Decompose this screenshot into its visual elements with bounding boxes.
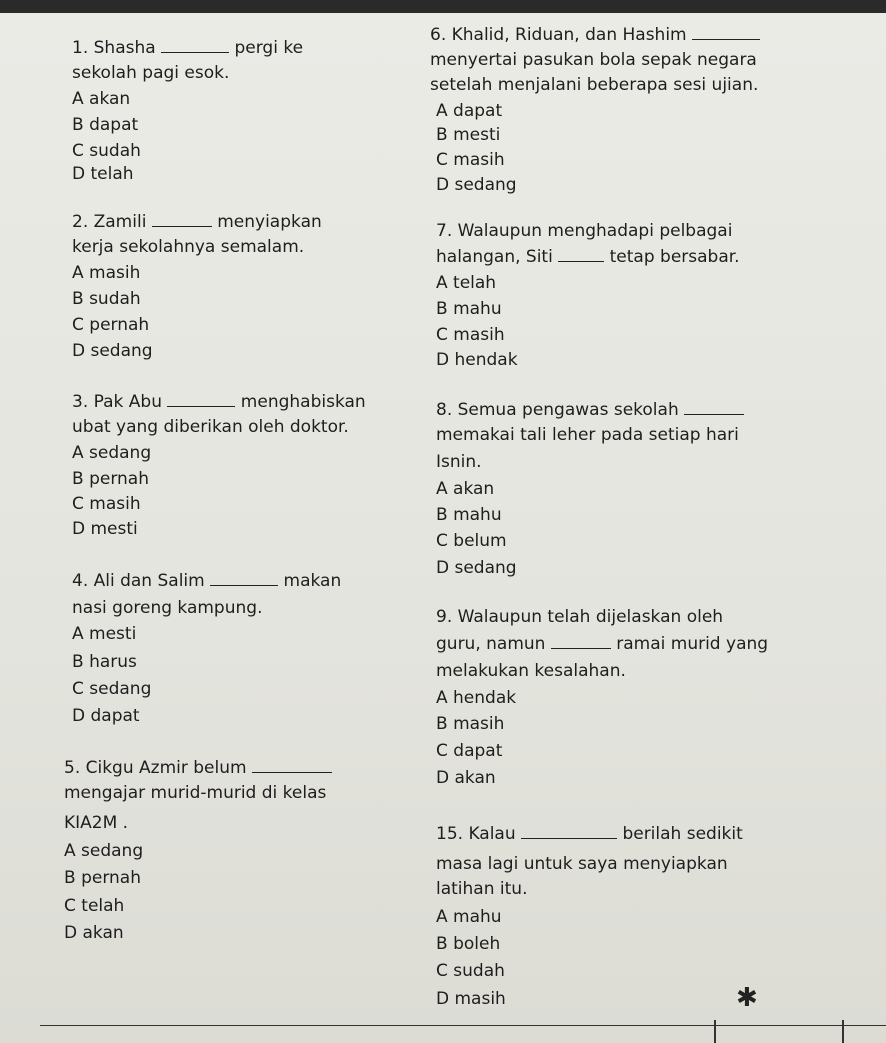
q3-option-c: C masih bbox=[72, 494, 141, 514]
q5-option-a: A sedang bbox=[64, 841, 144, 861]
q1-stem-line2: sekolah pagi esok. bbox=[72, 63, 230, 83]
q7-option-d: D hendak bbox=[436, 350, 518, 370]
q3-option-b: B pernah bbox=[72, 469, 149, 489]
q7-option-b: B mahu bbox=[436, 299, 502, 319]
q9-option-c: C dapat bbox=[436, 741, 503, 761]
q5-option-d: D akan bbox=[64, 923, 124, 943]
q2-option-d: D sedang bbox=[72, 341, 153, 361]
answer-blank bbox=[252, 758, 332, 773]
q15-stem-line2: masa lagi untuk saya menyiapkan bbox=[436, 854, 728, 874]
q4-stem-line1: 4. Ali dan Salim makan bbox=[72, 571, 342, 591]
q1-option-b: B dapat bbox=[72, 115, 139, 135]
ruler-tick bbox=[842, 1020, 844, 1043]
answer-blank bbox=[558, 247, 604, 262]
answer-blank bbox=[692, 25, 760, 40]
q8-option-d: D sedang bbox=[436, 558, 517, 578]
q4-option-a: A mesti bbox=[72, 624, 137, 644]
q7-option-c: C masih bbox=[436, 325, 505, 345]
q7-stem-line1: 7. Walaupun menghadapi pelbagai bbox=[436, 221, 733, 241]
top-dark-edge bbox=[0, 0, 886, 13]
q8-option-a: A akan bbox=[436, 479, 495, 499]
answer-blank bbox=[521, 824, 617, 839]
q6-option-a: A dapat bbox=[436, 101, 503, 121]
q6-stem-line1: 6. Khalid, Riduan, dan Hashim bbox=[430, 24, 760, 46]
q5-stem-line2: mengajar murid-murid di kelas bbox=[64, 783, 327, 803]
q9-stem-line2: guru, namun ramai murid yang bbox=[436, 634, 769, 654]
q5-stem-line1: 5. Cikgu Azmir belum bbox=[64, 757, 332, 779]
q5-option-c: C telah bbox=[64, 896, 125, 916]
q5-option-b: B pernah bbox=[64, 868, 141, 888]
q4-option-c: C sedang bbox=[72, 679, 152, 699]
ruler-tick bbox=[714, 1020, 716, 1043]
answer-blank bbox=[210, 571, 278, 586]
q6-stem-line3: setelah menjalani beberapa sesi ujian. bbox=[430, 75, 759, 95]
q6-option-b: B mesti bbox=[436, 125, 501, 145]
q15-option-a: A mahu bbox=[436, 907, 502, 927]
q8-option-c: C belum bbox=[436, 531, 507, 551]
q7-option-a: A telah bbox=[436, 273, 497, 293]
q8-stem-line2: memakai tali leher pada setiap hari bbox=[436, 425, 739, 445]
q1-stem-line1: 1. Shasha pergi ke bbox=[72, 38, 304, 58]
q2-option-b: B sudah bbox=[72, 289, 141, 309]
q1-option-a: A akan bbox=[72, 89, 131, 109]
answer-blank bbox=[152, 212, 212, 227]
q9-option-a: A hendak bbox=[436, 688, 517, 708]
answer-blank bbox=[167, 392, 235, 407]
q6-option-d: D sedang bbox=[436, 175, 517, 195]
q1-option-c: C sudah bbox=[72, 141, 141, 161]
q9-option-b: B masih bbox=[436, 714, 505, 734]
q4-option-b: B harus bbox=[72, 652, 137, 672]
q3-stem-line1: 3. Pak Abu menghabiskan bbox=[72, 392, 366, 412]
answer-blank bbox=[161, 38, 229, 53]
q8-stem-line3: Isnin. bbox=[436, 452, 482, 472]
q15-option-c: C sudah bbox=[436, 961, 505, 981]
q4-stem-line2: nasi goreng kampung. bbox=[72, 598, 263, 618]
handwritten-asterisk-icon: ✱ bbox=[736, 983, 758, 1013]
q2-stem-line1: 2. Zamili menyiapkan bbox=[72, 212, 322, 232]
q2-option-c: C pernah bbox=[72, 315, 150, 335]
q3-option-a: A sedang bbox=[72, 443, 152, 463]
q5-stem-line3: KIA2M . bbox=[64, 813, 129, 833]
q15-option-b: B boleh bbox=[436, 934, 501, 954]
q6-stem-line2: menyertai pasukan bola sepak negara bbox=[430, 50, 757, 70]
q15-stem-line1: 15. Kalau berilah sedikit bbox=[436, 824, 743, 844]
q2-stem-line2: kerja sekolahnya semalam. bbox=[72, 237, 305, 257]
q9-option-d: D akan bbox=[436, 768, 496, 788]
q7-stem-line2: halangan, Siti tetap bersabar. bbox=[436, 247, 740, 267]
q3-option-d: D mesti bbox=[72, 519, 138, 539]
q15-stem-line3: latihan itu. bbox=[436, 879, 528, 899]
q15-option-d: D masih bbox=[436, 989, 506, 1009]
q6-option-c: C masih bbox=[436, 150, 505, 170]
q8-option-b: B mahu bbox=[436, 505, 502, 525]
q2-option-a: A masih bbox=[72, 263, 141, 283]
q9-stem-line3: melakukan kesalahan. bbox=[436, 661, 626, 681]
answer-blank bbox=[551, 634, 611, 649]
answer-blank bbox=[684, 400, 744, 415]
q1-option-d: D telah bbox=[72, 164, 134, 184]
q3-stem-line2: ubat yang diberikan oleh doktor. bbox=[72, 417, 349, 437]
q9-stem-line1: 9. Walaupun telah dijelaskan oleh bbox=[436, 607, 724, 627]
q8-stem-line1: 8. Semua pengawas sekolah bbox=[436, 399, 744, 421]
q4-option-d: D dapat bbox=[72, 706, 140, 726]
bottom-rule bbox=[40, 1025, 886, 1026]
